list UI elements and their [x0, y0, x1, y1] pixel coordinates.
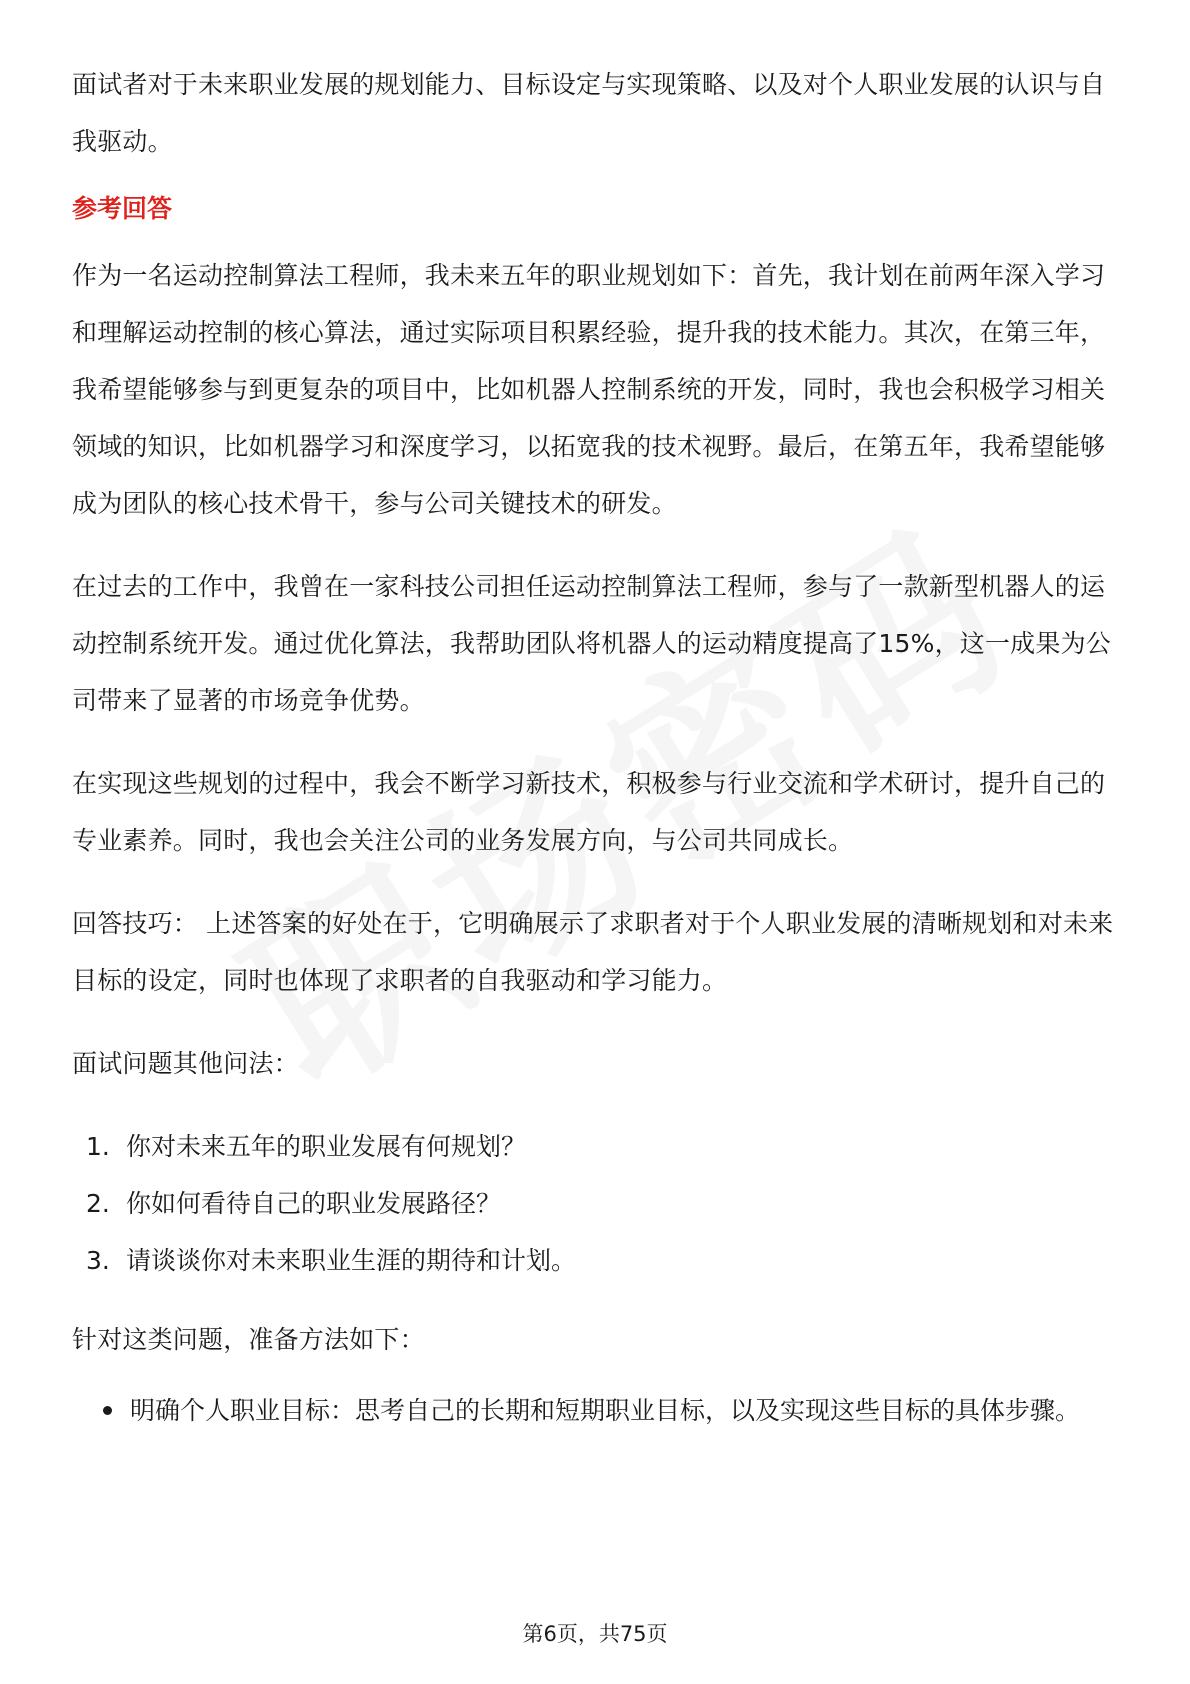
list-number: 3. [86, 1246, 110, 1275]
answer-tips-paragraph: 回答技巧： 上述答案的好处在于，它明确展示了求职者对于个人职业发展的清晰规划和对未来目标的设定，同时也体现了求职者的自我驱动和学习能力。 [72, 909, 1114, 995]
list-item [130, 1382, 1122, 1439]
page-footer: 第6页，共75页 [522, 1622, 668, 1646]
preparation-heading: 针对这类问题，准备方法如下： [72, 1325, 425, 1354]
bullet-icon [103, 1406, 112, 1415]
answer-paragraph-2: 在过去的工作中，我曾在一家科技公司担任运动控制算法工程师，参与了一款新型机器人的运动控制系统开发。通过优化算法，我帮助团队将机器人的运动精度提高了15%，这一成果为公司带来了显著的市场竞争优势。 [72, 572, 1111, 715]
list-item [72, 1118, 1122, 1175]
list-item [72, 1175, 1122, 1232]
list-item-text: 你如何看待自己的职业发展路径？ [126, 1189, 502, 1218]
list-item [72, 1232, 1122, 1289]
list-number: 1. [86, 1132, 110, 1161]
intro-paragraph: 面试者对于未来职业发展的规划能力、目标设定与实现策略、以及对个人职业发展的认识与自我驱动。 [72, 70, 1106, 156]
reference-answer-heading: 参考回答 [72, 194, 173, 223]
answer-paragraph-3: 在实现这些规划的过程中，我会不断学习新技术，积极参与行业交流和学术研讨，提升自己的专业素养。同时，我也会关注公司的业务发展方向，与公司共同成长。 [72, 769, 1106, 855]
other-questions-heading: 面试问题其他问法： [72, 1049, 299, 1078]
list-number: 2. [86, 1189, 110, 1218]
list-item-text: 明确个人职业目标：思考自己的长期和短期职业目标，以及实现这些目标的具体步骤。 [130, 1396, 1081, 1425]
document-body [72, 56, 1122, 1439]
preparation-list [72, 1382, 1122, 1439]
other-questions-list [72, 1118, 1122, 1289]
list-item-text: 请谈谈你对未来职业生涯的期待和计划。 [126, 1246, 577, 1275]
list-item-text: 你对未来五年的职业发展有何规划？ [126, 1132, 527, 1161]
answer-paragraph-1: 作为一名运动控制算法工程师，我未来五年的职业规划如下：首先，我计划在前两年深入学习和理解运动控制的核心算法，通过实际项目积累经验，提升我的技术能力。其次，在第三年，我希望能够参与到更复杂的项目中，比如机器人控制系统的开发，同时，我也会积极学习相关领域的知识，比如机器学习和深度学习，以拓宽我的技术视野。最后，在第五年，我希望能够成为团队的核心技术骨干，参与公司关键技术的研发。 [72, 261, 1106, 518]
